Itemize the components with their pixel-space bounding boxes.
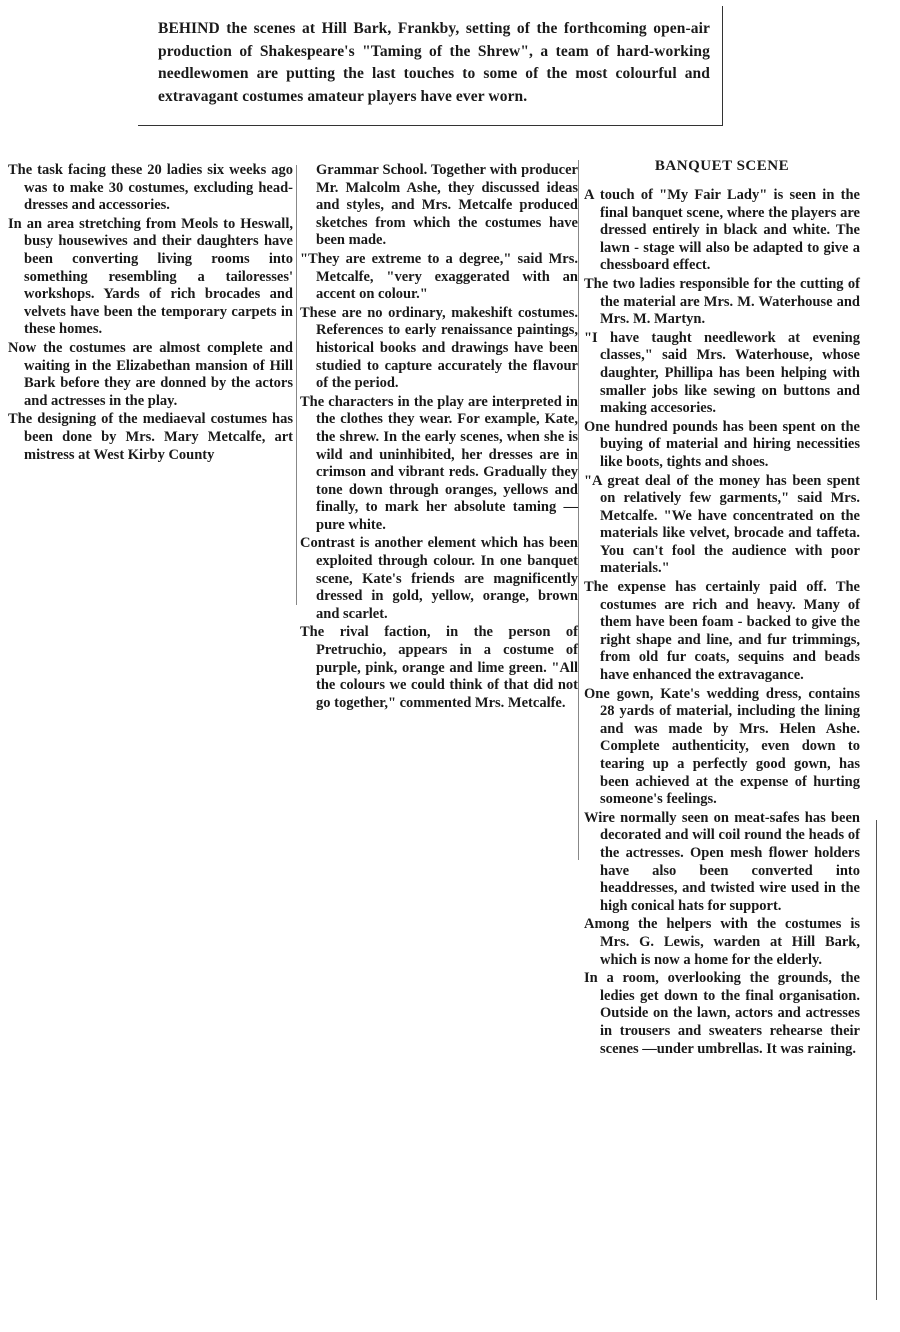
column-rule-3 [876, 820, 877, 1300]
intro-box [138, 6, 723, 126]
article-column-2 [300, 162, 578, 713]
paragraph: Wire normally seen on meat-safes has been decorated and will coil round the heads of the actresses. Open mesh flower holders have also been converted into headdresses, and twisted wire used in the high conical hats for support. [584, 809, 860, 914]
paragraph: The rival faction, in the person of Pretruchio, appears in a costume of purple, pink, orange and lime green. "All the colours we could think of that did not go together," commented Mrs. Metcalfe. [300, 624, 578, 711]
paragraph: The two ladies responsible for the cutting of the material are Mrs. M. Waterhouse and Mrs. M. Martyn. [584, 275, 860, 328]
paragraph: The expense has certainly paid off. The costumes are rich and heavy. Many of them have been foam - backed to give the right shape and line, and fur trimmings, from old fur coats, sequins and beads have enhanced the extravagance. [584, 579, 860, 684]
paragraph: Among the helpers with the costumes is Mrs. G. Lewis, warden at Hill Bark, which is now a home for the elderly. [584, 916, 860, 968]
paragraph: "A great deal of the money has been spent on relatively few garments," said Mrs. Metcalfe. "We have concentrated on the materials like velvet, brocade and taffeta. You can't fool the audience with poor materials." [584, 472, 860, 577]
paragraph: These are no ordinary, makeshift costumes. References to early renaissance paintings, historical books and drawings have been studied to capture accurately the flavour of the period. [300, 304, 578, 392]
intro-paragraph: BEHIND the scenes at Hill Bark, Frankby, setting of the forthcoming open-air production of Shakespeare's "Taming of the Shrew", a team of hard-working needlewomen are putting the last touches to some of the most colourful and extravagant costumes amateur players have ever worn. [158, 20, 710, 105]
paragraph: Contrast is another element which has been exploited through colour. In one banquet scene, Kate's friends are magnificently dressed in gold, yellow, orange, brown and scarlet. [300, 535, 578, 622]
column-rule-1 [296, 165, 297, 605]
paragraph: In a room, overlooking the grounds, the ledies get down to the final organisation. Outside on the lawn, actors and actresses in trousers and sweaters rehearse their scenes —under umbrellas. It was raining. [584, 970, 860, 1057]
paragraph: "I have taught needlework at evening classes," said Mrs. Waterhouse, whose daughter, Phillipa has been helping with smaller jobs like sewing on buttons and making accesories. [584, 329, 860, 417]
article-column-1 [8, 162, 293, 465]
column-rule-2 [578, 160, 579, 860]
section-heading: BANQUET SCENE [654, 158, 790, 174]
paragraph: One gown, Kate's wedding dress, contains 28 yards of material, including the lining and was made by Mrs. Helen Ashe. Complete authenticity, even down to tearing up a perfectly good gown, has been achieved at the expense of hurting someone's feelings. [584, 685, 860, 808]
paragraph: One hundred pounds has been spent on the buying of material and hiring necessities like boots, tights and shoes. [584, 418, 860, 470]
paragraph: The task facing these 20 ladies six weeks ago was to make 30 costumes, excluding head-dresses and accessories. [8, 162, 293, 214]
paragraph: Grammar School. Together with producer Mr. Malcolm Ashe, they discussed ideas and styles, and Mrs. Metcalfe produced sketches from which the costumes have been made. [316, 162, 578, 249]
paragraph: The characters in the play are interpreted in the clothes they wear. For example, Kate, the shrew. In the early scenes, when she is wild and uninhibited, her dresses are in crimson and vibrant reds. Gradually they tone down through oranges, yellows and finally, to mark her absolute taming —pure white. [300, 393, 578, 533]
paragraph: In an area stretching from Meols to Heswall, busy housewives and their daughters have been converting living rooms into something resembling a tailoresses' workshops. Yards of rich brocades and velvets have been the temporary carpets in these homes. [8, 215, 293, 338]
paragraph: The designing of the mediaeval costumes has been done by Mrs. Mary Metcalfe, art mistress at West Kirby County [8, 411, 293, 463]
paragraph: A touch of "My Fair Lady" is seen in the final banquet scene, where the players are dressed entirely in black and white. The lawn - stage will also be adapted to give a chessboard effect. [584, 187, 860, 274]
article-column-3 [584, 158, 860, 1059]
paragraph: Now the costumes are almost complete and waiting in the Elizabethan mansion of Hill Bark before they are donned by the actors and actresses in the play. [8, 339, 293, 409]
paragraph: "They are extreme to a degree," said Mrs. Metcalfe, "very exaggerated with an accent on colour." [300, 250, 578, 303]
